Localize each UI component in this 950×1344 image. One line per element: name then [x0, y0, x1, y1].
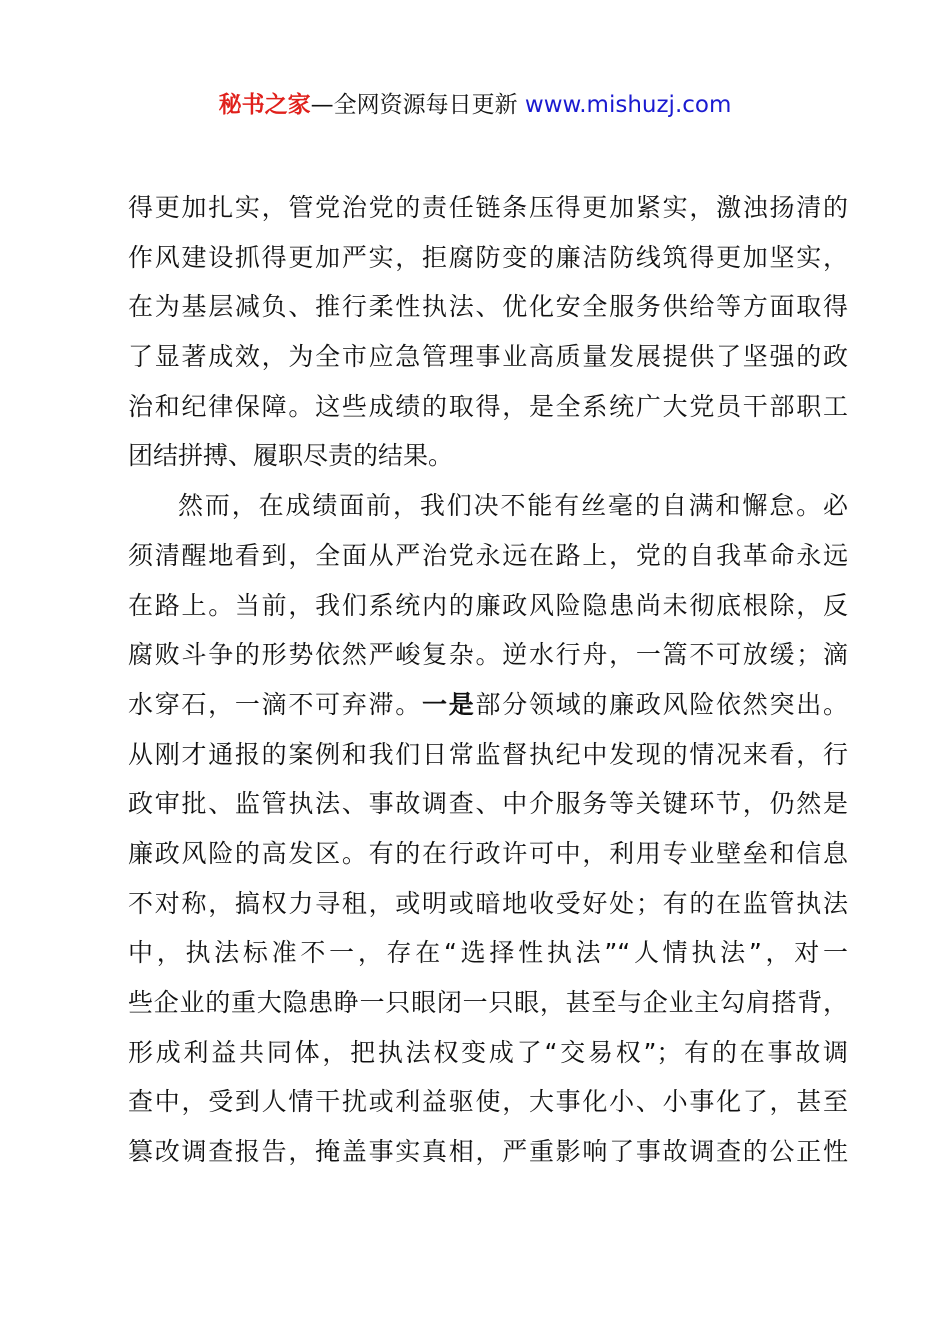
text-line: 些企业的重大隐患睁一只眼闭一只眼，甚至与企业主勾肩搭背， — [128, 988, 848, 1017]
paragraph-1 — [128, 183, 848, 481]
text-line: 须清醒地看到，全面从严治党永远在路上，党的自我革命永远 — [128, 540, 848, 570]
page-header — [0, 88, 950, 122]
text-segment: 水穿石，一滴不可弃滞。 — [128, 689, 423, 719]
text-line: 然而，在成绩面前，我们决不能有丝毫的自满和懈怠。必 — [178, 491, 848, 521]
document-body — [128, 183, 848, 1177]
brand-name: 秘书之家 — [218, 92, 311, 118]
text-line: 从刚才通报的案例和我们日常监督执纪中发现的情况来看，行 — [128, 739, 848, 769]
text-line: 廉政风险的高发区。有的在行政许可中，利用专业壁垒和信息 — [128, 838, 848, 868]
text-line: 在路上。当前，我们系统内的廉政风险隐患尚未彻底根除，反 — [128, 590, 848, 620]
text-line: 形成利益共同体，把执法权变成了“交易权”；有的在事故调 — [128, 1037, 848, 1067]
text-line: 政审批、监管执法、事故调查、中介服务等关键环节，仍然是 — [128, 789, 848, 819]
site-url-link[interactable]: www.mishuzj.com — [524, 92, 732, 118]
text-line: 篡改调查报告，掩盖事实真相，严重影响了事故调查的公正性 — [128, 1137, 848, 1167]
text-line: 中，执法标准不一，存在“选择性执法”“人情执法”，对一 — [128, 938, 848, 968]
header-tagline: —全网资源每日更新 — [310, 92, 525, 118]
text-line: 不对称，搞权力寻租，或明或暗地收受好处；有的在监管执法 — [128, 888, 848, 918]
bold-marker: 一是 — [422, 689, 476, 719]
text-line-with-bold — [128, 680, 848, 730]
text-line: 在为基层减负、推行柔性执法、优化安全服务供给等方面取得 — [128, 292, 848, 322]
text-line: 治和纪律保障。这些成绩的取得，是全系统广大党员干部职工 — [128, 391, 848, 421]
text-line: 查中，受到人情干扰或利益驱使，大事化小、小事化了，甚至 — [128, 1087, 848, 1117]
text-line: 团结拼搏、履职尽责的结果。 — [128, 441, 454, 471]
text-segment: 部分领域的廉政风险依然突出。 — [475, 689, 848, 719]
text-line: 作风建设抓得更加严实，拒腐防变的廉洁防线筑得更加坚实， — [128, 242, 848, 272]
text-line: 腐败斗争的形势依然严峻复杂。逆水行舟，一篙不可放缓；滴 — [128, 640, 848, 670]
paragraph-2 — [128, 481, 848, 1177]
text-line: 了显著成效，为全市应急管理事业高质量发展提供了坚强的政 — [128, 342, 848, 372]
text-line: 得更加扎实，管党治党的责任链条压得更加紧实，激浊扬清的 — [128, 193, 848, 222]
